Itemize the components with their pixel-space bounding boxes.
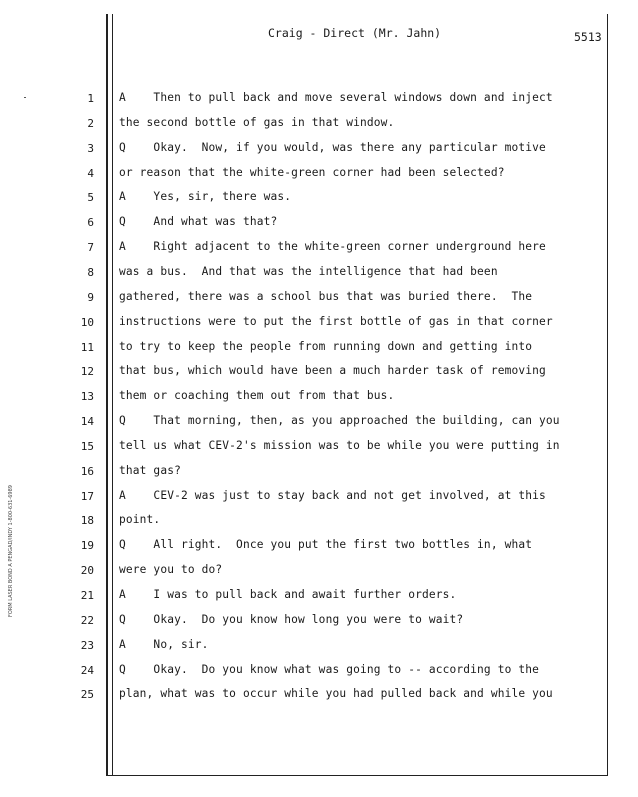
transcript-line: gathered, there was a school bus that was buried there. The <box>119 290 533 303</box>
page-number: 5513 <box>574 30 602 44</box>
line-number: 19 <box>80 539 94 552</box>
line-number: 5 <box>87 191 94 204</box>
page-header-title: Craig - Direct (Mr. Jahn) <box>268 26 442 40</box>
transcript-line: Q Okay. Do you know what was going to -- according to the <box>119 663 540 676</box>
transcript-line: to try to keep the people from running down and getting into <box>119 340 533 353</box>
form-vendor-mark <box>8 487 16 617</box>
transcript-line: them or coaching them out from that bus. <box>119 389 395 402</box>
line-number: 18 <box>80 514 94 527</box>
transcript-line: were you to do? <box>119 563 223 576</box>
transcript-line: Q Okay. Now, if you would, was there any particular motive <box>119 141 546 154</box>
line-number: 21 <box>80 589 94 602</box>
line-number: 15 <box>80 440 94 453</box>
line-number: 24 <box>80 664 94 677</box>
transcript-line: instructions were to put the first bottle of gas in that corner <box>119 315 553 328</box>
transcript-line: Q That morning, then, as you approached the building, can you <box>119 414 560 427</box>
line-number: 16 <box>80 465 94 478</box>
line-number: 11 <box>80 341 94 354</box>
transcript-line: that bus, which would have been a much harder task of removing <box>119 364 546 377</box>
transcript-line: that gas? <box>119 464 181 477</box>
line-number: 12 <box>80 365 94 378</box>
transcript-line: A Right adjacent to the white-green corner underground here <box>119 240 546 253</box>
line-number: 23 <box>80 639 94 652</box>
transcript-line: A I was to pull back and await further orders. <box>119 588 457 601</box>
margin-tick-mark <box>24 97 26 98</box>
line-number: 6 <box>87 216 94 229</box>
line-number: 7 <box>87 241 94 254</box>
line-number: 2 <box>87 117 94 130</box>
transcript-line: or reason that the white-green corner had been selected? <box>119 166 505 179</box>
left-margin-rule-inner <box>112 14 113 776</box>
line-number: 9 <box>87 291 94 304</box>
transcript-line: the second bottle of gas in that window. <box>119 116 395 129</box>
transcript-line: A CEV-2 was just to stay back and not get involved, at this <box>119 489 546 502</box>
line-number: 4 <box>87 167 94 180</box>
form-vendor-text: FORM LASER BOND A PENGAD/INDY 1-800-631-6989 <box>8 485 14 617</box>
line-number: 13 <box>80 390 94 403</box>
line-number: 20 <box>80 564 94 577</box>
transcript-line: Q And what was that? <box>119 215 278 228</box>
bottom-rule <box>106 775 608 776</box>
transcript-line: A Yes, sir, there was. <box>119 190 292 203</box>
transcript-line: was a bus. And that was the intelligence that had been <box>119 265 498 278</box>
transcript-line: A Then to pull back and move several windows down and inject <box>119 91 553 104</box>
transcript-line: Q All right. Once you put the first two bottles in, what <box>119 538 533 551</box>
transcript-line: Q Okay. Do you know how long you were to wait? <box>119 613 464 626</box>
line-number: 14 <box>80 415 94 428</box>
transcript-line: A No, sir. <box>119 638 209 651</box>
transcript-line: tell us what CEV-2's mission was to be while you were putting in <box>119 439 560 452</box>
line-number: 25 <box>80 688 94 701</box>
left-margin-rule <box>106 14 108 776</box>
transcript-line: point. <box>119 513 161 526</box>
right-margin-rule <box>607 14 608 776</box>
line-number: 8 <box>87 266 94 279</box>
line-number: 1 <box>87 92 94 105</box>
transcript-line: plan, what was to occur while you had pulled back and while you <box>119 687 553 700</box>
line-number: 22 <box>80 614 94 627</box>
line-number: 3 <box>87 142 94 155</box>
line-number: 10 <box>80 316 94 329</box>
line-number: 17 <box>80 490 94 503</box>
